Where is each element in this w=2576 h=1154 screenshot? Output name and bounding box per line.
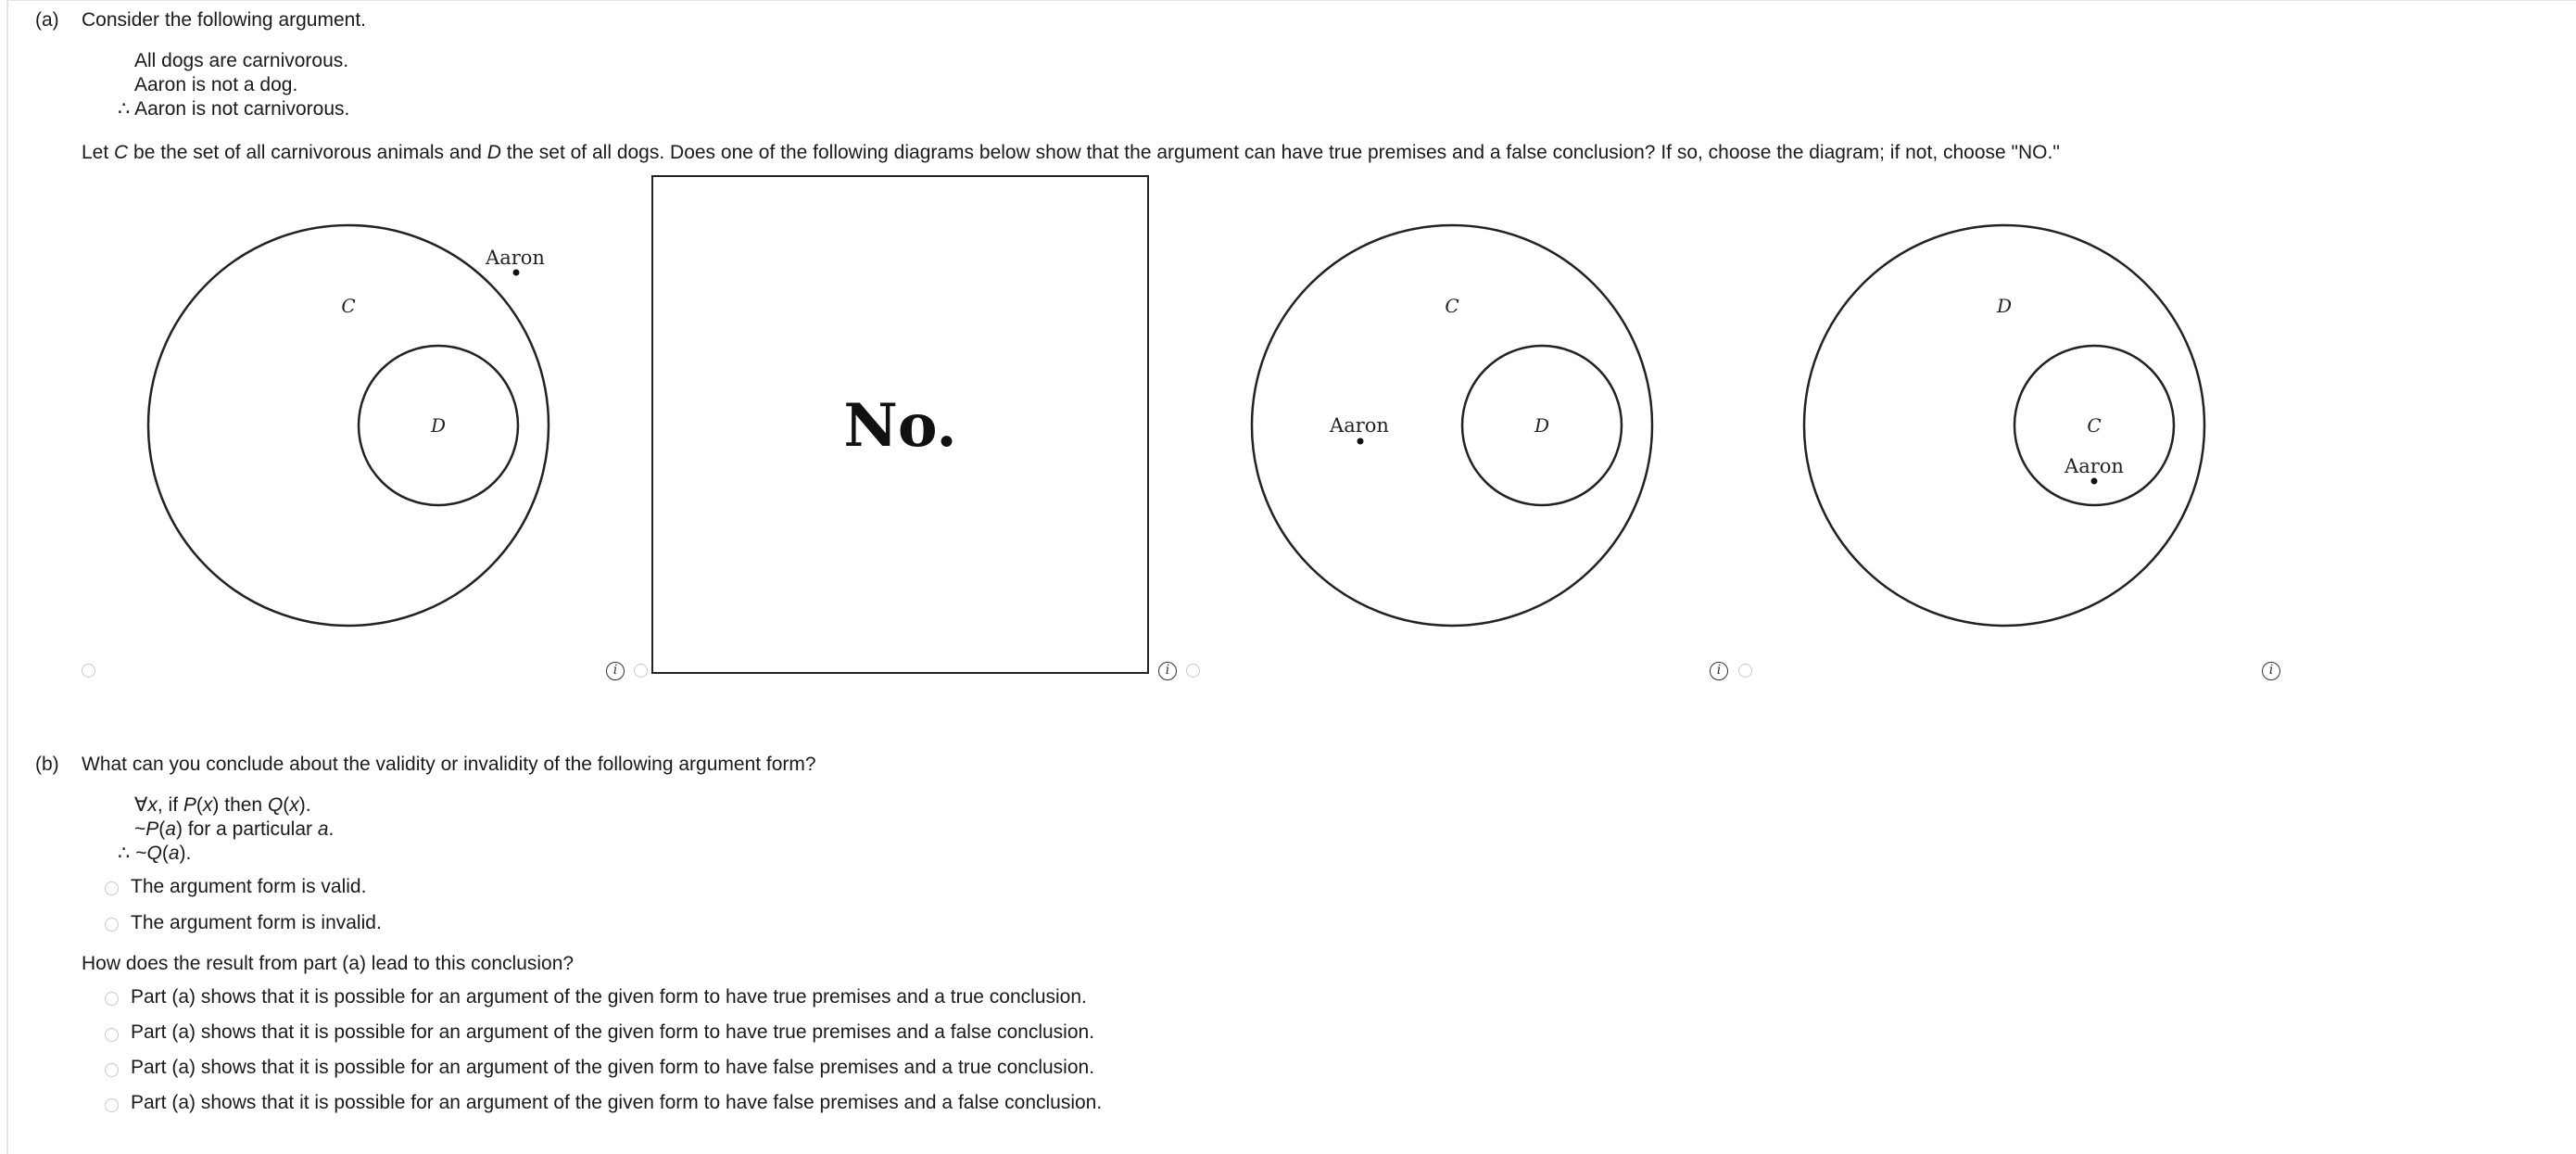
info-icon[interactable]: i <box>606 662 625 680</box>
set-d-symbol: D <box>486 142 501 163</box>
therefore-symbol: ∴ <box>118 843 131 864</box>
inner-set-label: D <box>430 414 447 437</box>
part-b-label: (b) <box>35 754 59 775</box>
question-text: Let <box>82 142 115 163</box>
predicate-p: P <box>183 794 196 816</box>
var-a: a <box>165 818 176 840</box>
form-text: ( <box>161 843 169 864</box>
followup-option-3[interactable]: Part (a) shows that it is possible for an argument of the given form to have false premises and a true conclusion. <box>131 1057 1095 1078</box>
followup-radio-2[interactable] <box>105 1028 119 1042</box>
predicate-q: Q <box>146 843 162 864</box>
part-a-question <box>82 141 2060 165</box>
followup-radio-1[interactable] <box>105 992 119 1006</box>
point-label: Aaron <box>486 247 545 269</box>
info-icon[interactable]: i <box>1158 662 1177 680</box>
part-a-prompt: Consider the following argument. <box>82 9 367 31</box>
aaron-point <box>1357 438 1364 445</box>
no-diagram <box>651 175 1149 674</box>
info-icon[interactable]: i <box>2262 662 2280 680</box>
outer-set-label: C <box>341 295 356 317</box>
followup-option-2[interactable]: Part (a) shows that it is possible for an argument of the given form to have true premises and a false conclusion. <box>131 1021 1095 1043</box>
point-label: Aaron <box>1330 414 1389 437</box>
inner-set-label: C <box>2087 414 2102 437</box>
aaron-point <box>2091 478 2098 485</box>
followup-option-1[interactable]: Part (a) shows that it is possible for an argument of the given form to have true premises and a true conclusion. <box>131 986 1087 1008</box>
diagram-3-radio[interactable] <box>1186 664 1200 678</box>
diagram-1-radio[interactable] <box>82 664 95 678</box>
diagram-2-radio[interactable] <box>634 664 648 678</box>
form-line-1 <box>134 793 311 818</box>
outer-circle <box>148 225 549 626</box>
form-text: ~ <box>130 843 147 864</box>
predicate-p: P <box>145 818 159 840</box>
premise-1: All dogs are carnivorous. <box>134 50 349 71</box>
conclusion-line <box>118 97 349 121</box>
form-text: ) for a particular <box>175 818 318 840</box>
var-a: a <box>168 843 180 864</box>
aaron-point <box>513 270 520 276</box>
info-icon[interactable]: i <box>1710 662 1728 680</box>
outer-circle <box>1804 225 2204 626</box>
part-b-prompt: What can you conclude about the validity or invalidity of the following argument form? <box>82 754 816 775</box>
var-x: x <box>147 794 158 816</box>
conclusion-text: Aaron is not carnivorous. <box>134 98 350 120</box>
form-text: ). <box>298 794 311 816</box>
question-text: the set of all dogs. Does one of the following diagrams below show that the argument can have true premises and a false conclusion? If so, choose the diagram; if not, choose "NO." <box>500 142 2060 163</box>
form-text: ) then <box>212 794 268 816</box>
valid-option-label[interactable]: The argument form is valid. <box>131 876 367 897</box>
inner-set-label: D <box>1534 414 1550 437</box>
form-text: , if <box>157 794 183 816</box>
invalid-option-label[interactable]: The argument form is invalid. <box>131 912 382 933</box>
forall-symbol: ∀ <box>134 794 148 816</box>
form-line-2 <box>134 818 334 842</box>
form-line-3 <box>118 842 191 866</box>
form-text: . <box>328 818 335 840</box>
venn-diagram-1 <box>145 222 552 630</box>
therefore-symbol: ∴ <box>118 98 131 120</box>
point-label: Aaron <box>2065 455 2124 477</box>
var-x: x <box>202 794 213 816</box>
outer-circle <box>1252 225 1652 626</box>
form-text: ( <box>283 794 290 816</box>
venn-diagram-4 <box>1800 222 2208 630</box>
diagram-4-radio[interactable] <box>1738 664 1752 678</box>
followup-radio-4[interactable] <box>105 1098 119 1112</box>
invalid-radio[interactable] <box>105 918 119 932</box>
followup-option-4[interactable]: Part (a) shows that it is possible for an argument of the given form to have false premises and a false conclusion. <box>131 1092 1103 1113</box>
form-text: ). <box>179 843 192 864</box>
question-text: be the set of all carnivorous animals and <box>128 142 487 163</box>
valid-radio[interactable] <box>105 881 119 895</box>
var-a: a <box>317 818 329 840</box>
followup-radio-3[interactable] <box>105 1063 119 1077</box>
venn-diagram-3 <box>1248 222 1656 630</box>
set-c-symbol: C <box>114 142 129 163</box>
predicate-q: Q <box>267 794 284 816</box>
no-text: No. <box>843 391 957 461</box>
var-x: x <box>289 794 299 816</box>
form-text: ( <box>196 794 203 816</box>
form-text: ( <box>158 818 166 840</box>
premise-2: Aaron is not a dog. <box>134 74 298 95</box>
outer-set-label: C <box>1445 295 1459 317</box>
followup-question: How does the result from part (a) lead to this conclusion? <box>82 953 575 974</box>
part-a-label: (a) <box>35 9 59 31</box>
form-text: ~ <box>134 818 146 840</box>
outer-set-label: D <box>1996 295 2013 317</box>
